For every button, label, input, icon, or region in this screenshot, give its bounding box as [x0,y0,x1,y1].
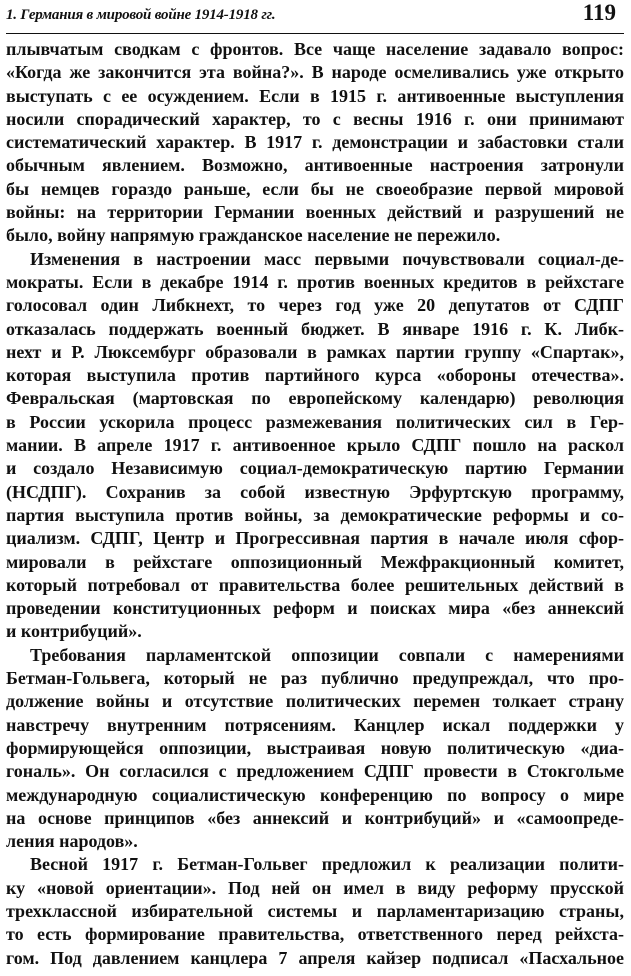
body-text [6,38,624,970]
header-rule [6,33,624,34]
text-line: ления народов». [6,831,138,852]
text-line: нехт и Р. Люксембург образовали в рамках партии группу «Спартак», [6,341,624,362]
text-line: плывчатым сводкам с фронтов. Все чаще население задавало вопрос: [6,39,624,59]
text-line: (НСДПГ). Сохранив за собой известную Эрфуртскую программу, [6,481,624,502]
text-line: бы немцев гораздо раньше, если бы не своеобразие первой мировой [6,178,624,199]
text-line: голосовал один Либкнехт, то через год уже 20 депутатов от СДПГ [6,295,624,316]
text-line: Февральская (мартовская по европейскому календарю) революция [6,388,624,409]
paragraph-first-line: Требования парламентской оппозиции совпали с намерениями [30,644,624,665]
paragraph-first-line: Изменения в настроении масс первыми почувствовали социал-де- [30,248,624,269]
text-line: отказалась поддержать военный бюджет. В январе 1916 г. К. Либк- [6,318,624,339]
text-line: и создало Независимую социал-демократическую партию Германии [6,458,624,479]
text-line: было, войну напрямую гражданское население не пережило. [6,225,501,246]
text-line: мировали в рейхстаге оппозиционный Межфракционный комитет, [6,551,624,572]
text-line: носили спорадический характер, то с весны 1916 г. они принимают [6,108,624,129]
text-line: гональ». Он согласился с предложением СДПГ провести в Стокгольме [6,761,624,782]
text-line: циализм. СДПГ, Центр и Прогрессивная партия в начале июля сфор- [6,528,624,549]
text-line: проведении конституционных реформ и поисках мира «без аннексий [6,598,624,619]
text-line: в России ускорила процесс размежевания политических сил в Гер- [6,411,624,432]
text-line: навстречу внутренним потрясениям. Канцлер искал поддержки у [6,714,624,735]
paragraph-first-line: Весной 1917 г. Бетман-Гольвег предложил к реализации полити- [30,854,624,875]
text-line: Бетман-Гольвега, который не раз публично предупреждал, что про- [6,668,624,689]
text-line: ку «новой ориентации». Под ней он имел в виду реформу прусской [6,877,624,898]
text-line: формирующейся оппозиции, выстраивая новую политическую «диа- [6,737,624,758]
text-line: систематический характер. В 1917 г. демонстрации и забастовки стали [6,132,624,153]
text-line: на основе принципов «без аннексий и контрибуций» и «самоопреде- [6,807,624,828]
text-line: трехклассной избирательной системы и парламентаризацию страны, [6,900,624,921]
running-head: 1. Германия в мировой войне 1914-1918 гг. [6,7,276,23]
text-line: который потребовал от правительства более решительных действий в [6,574,624,595]
text-line: и контрибуций». [6,621,142,642]
text-line: международную социалистическую конференцию по вопросу о мире [6,784,624,805]
text-line: мократы. Если в декабре 1914 г. против военных кредитов в рейхстаге [6,271,624,292]
text-line: «Когда же закончится эта война?». В народе осмеливались уже открыто [6,62,624,83]
page-number: 119 [582,0,616,25]
text-line: выступать с ее осуждением. Если в 1915 г. антивоенные выступления [6,85,624,106]
text-line: гом. Под давлением канцлера 7 апреля кайзер подписал «Пасхальное [6,947,624,968]
text-line: обычным явлением. Возможно, антивоенные настроения затронули [6,155,624,176]
text-line: мании. В апреле 1917 г. антивоенное крыло СДПГ пошло на раскол [6,435,624,456]
text-line: должение войны и отсутствие политических перемен толкает страну [6,691,624,712]
text-line: партия выступила против войны, за демократические реформы и со- [6,504,624,525]
text-line: то есть формирование правительства, ответственного перед рейхста- [6,924,624,945]
text-line: войны: на территории Германии военных действий и разрушений не [6,202,624,223]
text-line: которая выступила против партийного курса «обороны отечества». [6,365,624,386]
page-header [6,0,626,32]
